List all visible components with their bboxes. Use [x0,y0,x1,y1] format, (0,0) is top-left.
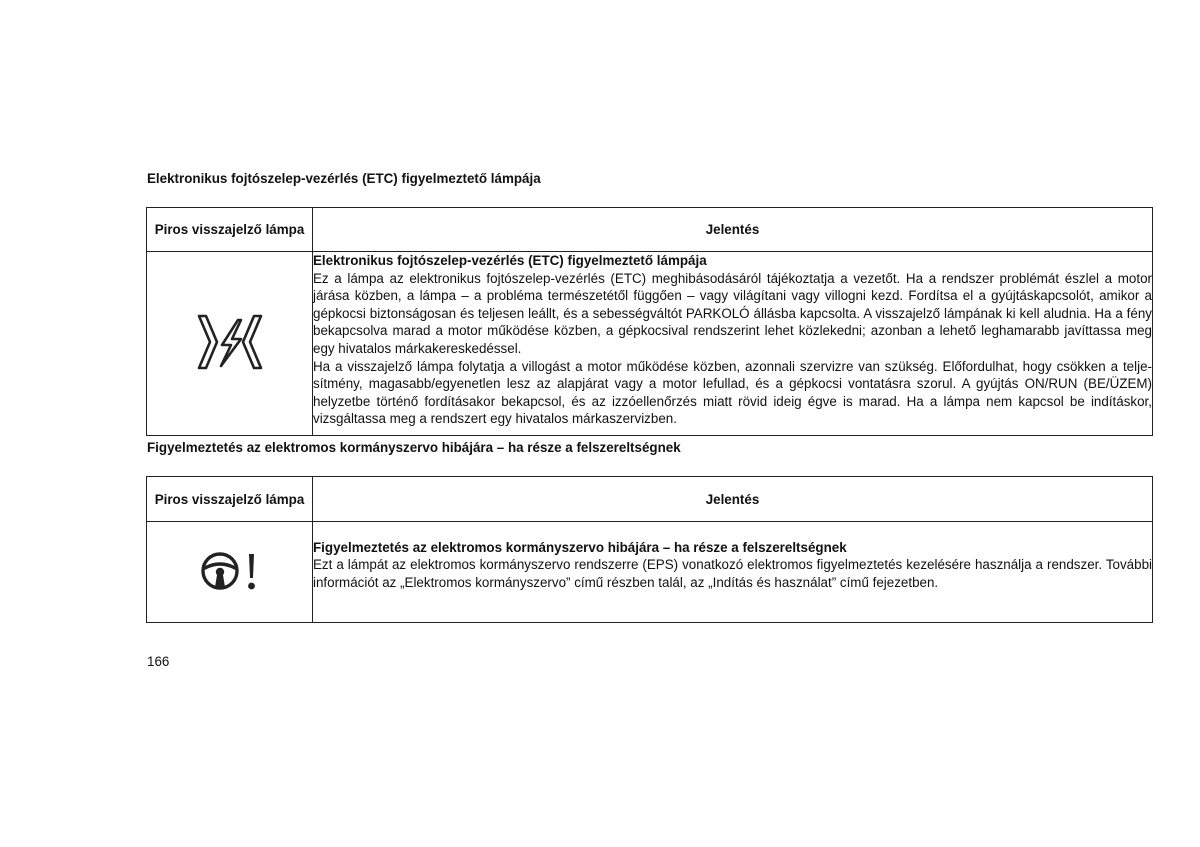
entry-title: Elektronikus fojtószelep-vezérlés (ETC) figyelmeztető lámpája [313,253,707,268]
header-lamp: Piros visszajelző lámpa [147,208,313,252]
header-lamp: Piros visszajelző lámpa [147,477,313,522]
icon-cell [147,252,313,436]
page-number: 166 [147,654,170,669]
etc-warning-table [146,207,1153,436]
throttle-control-warning-icon [195,360,265,375]
table-row [147,252,1153,436]
eps-warning-table [146,476,1153,623]
power-steering-warning-icon [199,582,261,597]
section-heading-eps: Figyelmeztetés az elektromos kormányszervo hibájára – ha része a felszereltségnek [147,440,681,455]
table-row [147,522,1153,623]
icon-cell [147,522,313,623]
section-heading-etc: Elektronikus fojtószelep-vezérlés (ETC) figyelmeztető lámpája [147,171,541,186]
entry-title: Figyelmeztetés az elektromos kormányszervo hibájára – ha része a felszereltségnek [313,539,847,555]
table-header-row [147,477,1153,522]
header-meaning: Jelentés [313,477,1153,522]
meaning-cell [313,522,1153,623]
entry-paragraph: Ha a visszajelző lámpa folytatja a villogást a motor működése közben, azonnali szervizre van szükség. Előfordulhat, hogy csökken a teljesítmény, magasabb/egyenetlen lesz az alapjárat vagy a motor lefullad, és a gépkocsi vontatásra szorul. A gyújtás ON/RUN (BE/ÜZEM) helyzetbe történő fordításakor bekapcsol, és az izzóellenőrzés miatt rövid ideig égve is marad. Ha a lámpa nem kapcsol be indításkor, vizsgáltassa meg a rendszert egy hivatalos márkaszervizben. [313,358,1152,427]
table-header-row [147,208,1153,252]
entry-paragraph: Ez a lámpa az elektronikus fojtószelep-vezérlés (ETC) meghibásodásáról tájékoztatja a vezetőt. Ha a rendszer problémát észlel a motor járása közben, a lámpa – a probléma természetétől függően – vagy világítani vagy villogni kezd. Fordítsa el a gyújtáskapcsolót, amikor a gépkocsi biztonságosan és teljesen leállt, és a sebességváltót PARKOLÓ állásba kapcsolta. A visszajelző lámpának ki kell aludnia. Ha a fény bekapcsolva marad a motor működése közben, a gépkocsival rendszerint lehet közlekedni; azonban a lehető leghamarabb javíttassa meg egy hivatalos márkakereskedéssel. [313,270,1152,356]
header-meaning: Jelentés [313,208,1153,252]
meaning-cell [313,252,1153,436]
entry-paragraph: Ezt a lámpát az elektromos kormányszervo rendszerre (EPS) vonatkozó elektromos figyelmeztetés kezelésére használja a rendszer. További információt az „Elektromos kormányszervo” című részben talál, az „Indítás és használat” című fejezetben. [313,557,1152,590]
